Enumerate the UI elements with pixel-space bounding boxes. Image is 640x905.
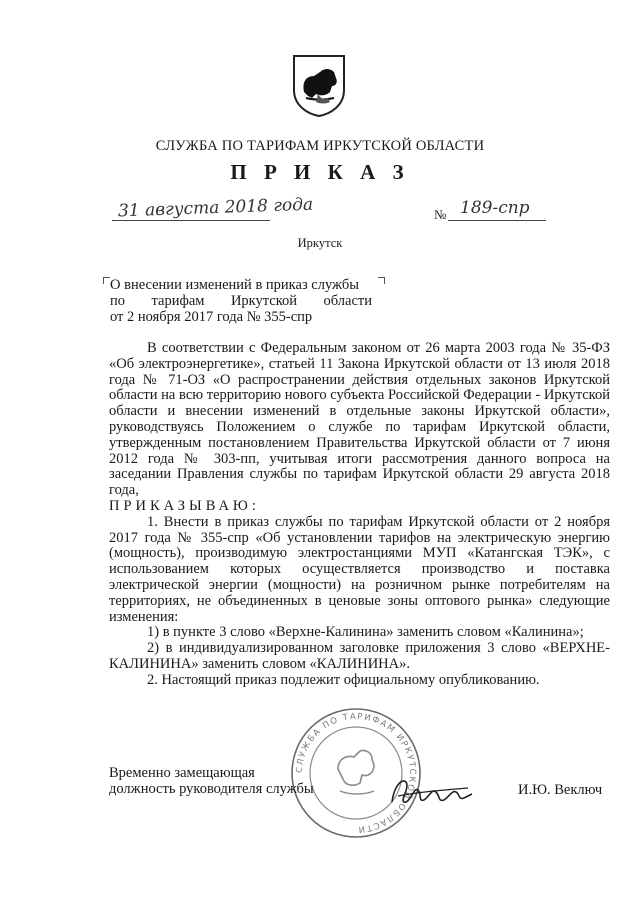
subject-line-1: О внесении изменений в приказ службы (110, 277, 359, 293)
subject-line-2: по тарифам Иркутской области (110, 292, 372, 309)
number-underline (448, 220, 546, 221)
number-label: № (434, 207, 447, 222)
signatory-position-line-2: должность руководителя службы (109, 780, 314, 797)
agency-name: СЛУЖБА ПО ТАРИФАМ ИРКУТСКОЙ ОБЛАСТИ (155, 138, 485, 154)
seal-text: СЛУЖБА ПО ТАРИФАМ ИРКУТСКОЙ ОБЛАСТИ (294, 711, 418, 835)
item-1-paragraph: 1. Внести в приказ службы по тарифам Иркутской области от 2 ноября 2017 года № 355-спр «Об установлении тарифов на электрическую энергию (мощность), производимую электростанциями МУП «Катангская ТЭК», с использованием которых осуществляется производство и поставка электрической энергии (мощности) на розничном рынке потребителям на территориях, не объединенных в ценовые зоны оптового рынка» следующие изменения: (109, 513, 610, 625)
coat-of-arms-emblem (290, 52, 348, 118)
item-2-paragraph: 2. Настоящий приказ подлежит официальному опубликованию. (147, 671, 540, 688)
order-body (109, 341, 610, 689)
document-title: П Р И К А З (230, 160, 410, 184)
item-1-1-paragraph: 1) в пункте 3 слово «Верхне-Калинина» заменить словом «Калинина»; (147, 624, 584, 641)
handwritten-date: 31 августа 2018 года (117, 194, 314, 222)
signatory-position (109, 766, 314, 798)
handwritten-number: 189-спр (460, 198, 530, 218)
item-1-2-paragraph: 2) в индивидуализированном заголовке приложения 3 слово «ВЕРХНЕ-КАЛИНИНА» заменить словом «КАЛИНИНА». (109, 640, 610, 672)
date-underline (112, 220, 270, 221)
handwritten-signature (388, 772, 474, 810)
subject-corner-left (103, 277, 110, 284)
city: Иркутск (297, 236, 343, 250)
subject-block (110, 278, 372, 325)
subject-corner-right (378, 277, 385, 284)
signatory-position-line-1: Временно замещающая (109, 765, 255, 781)
preamble-paragraph: В соответствии с Федеральным законом от 26 марта 2003 года № 35-ФЗ «Об электроэнергетике», статьей 11 Закона Иркутской области от 13 июля 2018 года № 71-ОЗ «О распространении действия отдельных законов Иркутской области на всю территорию нового субъекта Российской Федерации - Иркутской области и внесении изменений в отдельные законы Иркутской области», руководствуясь Положением о службе по тарифам Иркутской области, утвержденным постановлением Правительства Иркутской области от 7 июня 2012 года № 303-пп, учитывая итоги рассмотрения данного вопроса на заседании Правления службы по тарифам Иркутской области 29 августа 2018 года, (109, 340, 610, 499)
signatory-name: И.Ю. Веключ (518, 782, 603, 798)
subject-line-3: от 2 ноября 2017 года № 355-спр (110, 308, 313, 325)
orders-heading: ПРИКАЗЫВАЮ: (109, 497, 260, 514)
